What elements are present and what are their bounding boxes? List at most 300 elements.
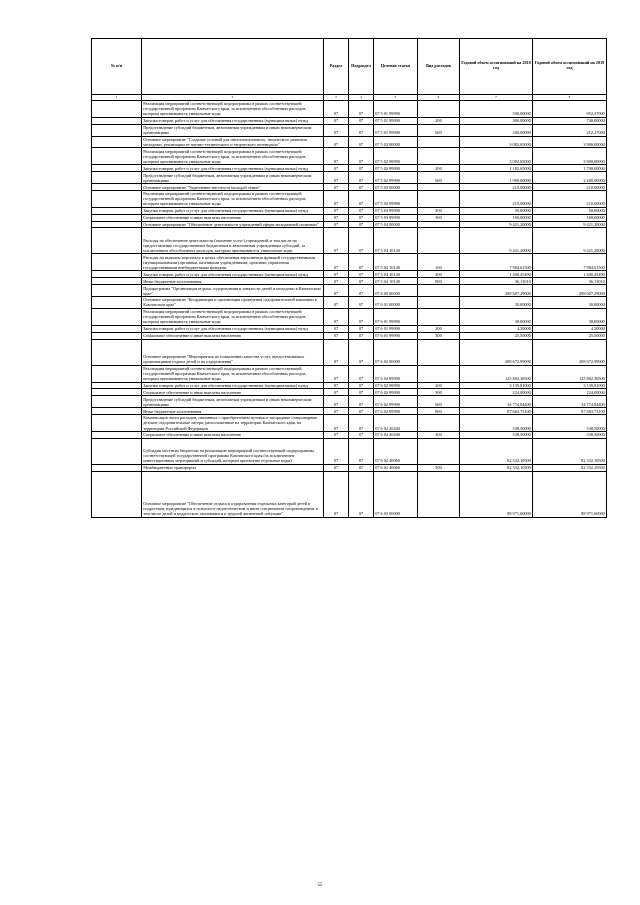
row-expense-type-cell (418, 136, 460, 148)
row-subsection-cell: 07 (349, 117, 374, 124)
row-section-cell: 07 (324, 396, 349, 408)
row-expense-type-cell (418, 184, 460, 191)
row-target-cell: 07 6 02 00000 (374, 339, 418, 365)
table-row (92, 117, 607, 124)
row-target-cell: 07 5 02 99990 (374, 172, 418, 184)
row-section-cell: 07 (324, 172, 349, 184)
row-number-cell (92, 308, 142, 325)
row-section-cell: 07 (324, 285, 349, 297)
table-row (92, 382, 607, 389)
row-2018-cell: 88 971,60000 (460, 471, 533, 517)
header-2018: Годовой объем ассигнований на 2018 год (460, 39, 533, 95)
row-name-cell: Компенсация части расходов, связанных с приобретением путевок в загородные стационарные детские оздоровительные лагеря, расположенные на территории Камчатского края, на территории Российской Федерации (142, 415, 324, 432)
row-target-cell: 07 6 02 40060 (374, 438, 418, 464)
row-2019-cell: 210,00000 (533, 190, 607, 207)
table-row (92, 408, 607, 415)
row-2019-cell: 3 139,81000 (533, 382, 607, 389)
table-row (92, 190, 607, 207)
row-2019-cell: 3 900,00000 (533, 148, 607, 165)
row-expense-type-cell (418, 190, 460, 207)
row-2019-cell: 224,00000 (533, 389, 607, 396)
row-2018-cell: 7 984,61500 (460, 254, 533, 271)
row-2019-cell: 208 672,99000 (533, 339, 607, 365)
table-row (92, 172, 607, 184)
row-expense-type-cell (418, 308, 460, 325)
table-row (92, 207, 607, 214)
row-2018-cell: 210,00000 (460, 190, 533, 207)
row-target-cell: 07 6 00 00000 (374, 285, 418, 297)
row-expense-type-cell: 200 (418, 165, 460, 172)
row-subsection-cell: 07 (349, 396, 374, 408)
row-number-cell (92, 214, 142, 221)
row-2019-cell: 740,00000 (533, 117, 607, 124)
row-2018-cell: 500,00000 (460, 100, 533, 117)
row-2019-cell: 1 700,00000 (533, 165, 607, 172)
row-name-cell: Предоставление субсидий бюджетным, автономным учреждениям и иным некоммерческим организациям (142, 172, 324, 184)
row-subsection-cell: 07 (349, 408, 374, 415)
budget-table (91, 38, 607, 518)
row-2018-cell: 3 082,65000 (460, 148, 533, 165)
row-2018-cell: 298 607,29000 (460, 285, 533, 297)
row-subsection-cell: 07 (349, 308, 374, 325)
row-subsection-cell: 07 (349, 172, 374, 184)
row-2019-cell: 2 200,00000 (533, 172, 607, 184)
row-section-cell: 07 (324, 124, 349, 136)
row-2018-cell: 9 421,20000 (460, 228, 533, 254)
row-number-cell (92, 297, 142, 309)
table-body (92, 94, 607, 517)
row-target-cell: 07 6 01 00000 (374, 297, 418, 309)
row-subsection-cell: 07 (349, 285, 374, 297)
table-row (92, 415, 607, 432)
row-2019-cell: 4,50000 (533, 325, 607, 332)
row-number-cell (92, 415, 142, 432)
row-target-cell: 07 6 02 99990 (374, 365, 418, 382)
row-subsection-cell: 07 (349, 136, 374, 148)
row-number-cell (92, 184, 142, 191)
table-row (92, 431, 607, 438)
row-2018-cell: 1 182,65000 (460, 165, 533, 172)
row-number-cell (92, 271, 142, 278)
row-2018-cell: 3 082,65000 (460, 136, 533, 148)
row-2018-cell: 160,00000 (460, 214, 533, 221)
row-subsection-cell: 07 (349, 190, 374, 207)
table-row (92, 297, 607, 309)
row-number-cell (92, 365, 142, 382)
row-name-cell: Закупка товаров, работ и услуг для обеспечения государственных (муниципальных) нужд (142, 271, 324, 278)
row-subsection-cell: 07 (349, 438, 374, 464)
row-target-cell: 07 5 04 10140 (374, 278, 418, 285)
table-row (92, 221, 607, 228)
row-2018-cell: 9 421,20000 (460, 221, 533, 228)
row-section-cell: 07 (324, 221, 349, 228)
row-number-cell (92, 190, 142, 207)
row-number-cell (92, 100, 142, 117)
row-target-cell: 07 5 03 99990 (374, 214, 418, 221)
column-number: 1 (92, 94, 142, 100)
header-subsection: Подраздел (349, 39, 374, 95)
row-name-cell: Расходы на обеспечение деятельности (оказание услуг) учреждений, в том числе на предоставление государственным бюджетным и автономным учреждениям субсидий, за исключением обособленных расходов, которым присваиваются уникальные коды (142, 228, 324, 254)
row-section-cell: 07 (324, 325, 349, 332)
row-target-cell: 07 6 02 99990 (374, 396, 418, 408)
row-name-cell: Межбюджетные трансферты (142, 464, 324, 471)
row-expense-type-cell (418, 415, 460, 432)
table-row (92, 339, 607, 365)
row-2018-cell: 538,50000 (460, 415, 533, 432)
table-row (92, 271, 607, 278)
row-subsection-cell: 07 (349, 207, 374, 214)
row-section-cell: 07 (324, 165, 349, 172)
row-number-cell (92, 332, 142, 339)
row-2018-cell: 34 774,84400 (460, 396, 533, 408)
row-2019-cell: 25,50000 (533, 332, 607, 339)
row-name-cell: Основное мероприятие "Укрепление института молодой семьи" (142, 184, 324, 191)
column-number: 8 (533, 94, 607, 100)
row-number-cell (92, 278, 142, 285)
row-2019-cell: 538,50000 (533, 415, 607, 432)
row-2019-cell: 125 802,38500 (533, 365, 607, 382)
row-subsection-cell: 07 (349, 124, 374, 136)
row-2019-cell: 298 607,29000 (533, 285, 607, 297)
row-section-cell: 07 (324, 136, 349, 148)
row-number-cell (92, 382, 142, 389)
row-name-cell: Реализация мероприятий соответствующей подпрограммы в рамках соответствующей государственной программы Камчатского края, за исключением обособленных расходов, которым присваиваются уникальные коды (142, 100, 324, 117)
table-row (92, 471, 607, 517)
row-expense-type-cell: 500 (418, 464, 460, 471)
row-section-cell: 07 (324, 278, 349, 285)
row-section-cell: 07 (324, 207, 349, 214)
column-number: 6 (418, 94, 460, 100)
row-number-cell (92, 136, 142, 148)
row-expense-type-cell (418, 297, 460, 309)
row-2019-cell: 50,00000 (533, 207, 607, 214)
row-expense-type-cell: 200 (418, 325, 460, 332)
table-row (92, 396, 607, 408)
row-name-cell: Закупка товаров, работ и услуг для обеспечения государственных (муниципальных) нужд (142, 117, 324, 124)
row-subsection-cell: 07 (349, 325, 374, 332)
row-2019-cell: 82 332,10500 (533, 438, 607, 464)
row-2018-cell: 538,50000 (460, 431, 533, 438)
row-number-cell (92, 117, 142, 124)
row-subsection-cell: 07 (349, 464, 374, 471)
row-expense-type-cell: 600 (418, 172, 460, 184)
row-section-cell: 07 (324, 184, 349, 191)
row-expense-type-cell: 600 (418, 396, 460, 408)
row-name-cell: Социальное обеспечение и иные выплаты населению (142, 431, 324, 438)
row-number-cell (92, 339, 142, 365)
row-target-cell: 07 6 02 99990 (374, 389, 418, 396)
row-expense-type-cell (418, 221, 460, 228)
row-expense-type-cell (418, 438, 460, 464)
row-expense-type-cell (418, 148, 460, 165)
row-subsection-cell: 07 (349, 365, 374, 382)
row-target-cell: 07 6 01 99990 (374, 332, 418, 339)
row-subsection-cell: 07 (349, 254, 374, 271)
row-number-cell (92, 464, 142, 471)
row-expense-type-cell (418, 285, 460, 297)
row-section-cell: 07 (324, 228, 349, 254)
table-row (92, 464, 607, 471)
row-subsection-cell: 07 (349, 221, 374, 228)
row-target-cell: 07 5 01 99990 (374, 117, 418, 124)
row-number-cell (92, 438, 142, 464)
row-number-cell (92, 325, 142, 332)
row-expense-type-cell (418, 471, 460, 517)
table-row (92, 136, 607, 148)
row-number-cell (92, 221, 142, 228)
row-target-cell: 07 6 03 00000 (374, 471, 418, 517)
row-subsection-cell: 07 (349, 100, 374, 117)
row-section-cell: 07 (324, 271, 349, 278)
row-expense-type-cell: 200 (418, 382, 460, 389)
row-section-cell: 07 (324, 408, 349, 415)
row-target-cell: 07 5 04 00000 (374, 221, 418, 228)
row-name-cell: Закупка товаров, работ и услуг для обеспечения государственных (муниципальных) нужд (142, 382, 324, 389)
row-2018-cell: 125 802,38500 (460, 365, 533, 382)
row-2018-cell: 30,00000 (460, 297, 533, 309)
row-section-cell: 07 (324, 214, 349, 221)
table-row (92, 278, 607, 285)
row-2018-cell: 25,50000 (460, 332, 533, 339)
row-2019-cell: 88 971,60000 (533, 471, 607, 517)
row-number-cell (92, 165, 142, 172)
row-expense-type-cell: 200 (418, 207, 460, 214)
row-2018-cell: 1 400,45490 (460, 271, 533, 278)
row-name-cell: Закупка товаров, работ и услуг для обеспечения государственных (муниципальных) нужд (142, 207, 324, 214)
table-row (92, 332, 607, 339)
row-target-cell: 07 6 02 20440 (374, 415, 418, 432)
row-2019-cell: 7 984,61500 (533, 254, 607, 271)
row-2019-cell: 34 774,84400 (533, 396, 607, 408)
row-2018-cell: 210,00000 (460, 184, 533, 191)
row-2018-cell: 300,00000 (460, 117, 533, 124)
table-row (92, 214, 607, 221)
table-row (92, 438, 607, 464)
row-subsection-cell: 07 (349, 415, 374, 432)
row-target-cell: 07 5 04 10140 (374, 271, 418, 278)
row-section-cell: 07 (324, 297, 349, 309)
row-target-cell: 07 6 02 40060 (374, 464, 418, 471)
row-2019-cell: 9 421,20000 (533, 228, 607, 254)
row-target-cell: 07 6 02 99990 (374, 408, 418, 415)
row-2018-cell: 36,13010 (460, 278, 533, 285)
row-2019-cell: 30,00000 (533, 297, 607, 309)
row-target-cell: 07 5 04 10140 (374, 228, 418, 254)
row-subsection-cell: 07 (349, 165, 374, 172)
row-2019-cell: 30,00000 (533, 308, 607, 325)
row-name-cell: Социальное обеспечение и иные выплаты населению (142, 332, 324, 339)
row-expense-type-cell: 300 (418, 332, 460, 339)
row-2019-cell: 36,13010 (533, 278, 607, 285)
row-number-cell (92, 408, 142, 415)
row-name-cell: Иные бюджетные ассигнования (142, 408, 324, 415)
row-subsection-cell: 07 (349, 382, 374, 389)
row-subsection-cell: 07 (349, 339, 374, 365)
row-name-cell: Основное мероприятие "Обеспечение деятельности учреждений сферы молодежной политики" (142, 221, 324, 228)
row-number-cell (92, 431, 142, 438)
row-subsection-cell: 07 (349, 148, 374, 165)
table-row (92, 184, 607, 191)
row-subsection-cell: 07 (349, 278, 374, 285)
row-expense-type-cell: 600 (418, 124, 460, 136)
row-name-cell: Реализация мероприятий соответствующей подпрограммы в рамках соответствующей государственной программы Камчатского края, за исключением обособленных расходов, которым присваиваются уникальные коды (142, 190, 324, 207)
row-name-cell: Подпрограмма "Организация отдыха, оздоровления и занятости детей и молодежи в Камчатском крае" (142, 285, 324, 297)
row-number-cell (92, 471, 142, 517)
row-target-cell: 07 6 01 99990 (374, 308, 418, 325)
row-expense-type-cell (418, 365, 460, 382)
row-2019-cell: 210,00000 (533, 184, 607, 191)
row-2019-cell: 1 400,45490 (533, 271, 607, 278)
column-number: 4 (349, 94, 374, 100)
row-2019-cell: 82 332,10500 (533, 464, 607, 471)
row-section-cell: 07 (324, 389, 349, 396)
row-name-cell: Расходы на выплаты персоналу в целях обеспечения выполнения функций государственными (муниципальными) органами, казенными учреждениями, органами управления государственными внебюджетными фондами (142, 254, 324, 271)
row-2018-cell: 200,00000 (460, 124, 533, 136)
row-2019-cell: 538,50000 (533, 431, 607, 438)
table-row (92, 365, 607, 382)
row-2018-cell: 208 672,99000 (460, 339, 533, 365)
row-number-cell (92, 285, 142, 297)
row-section-cell: 07 (324, 438, 349, 464)
row-2019-cell: 212,27000 (533, 124, 607, 136)
column-number: 7 (460, 94, 533, 100)
column-number: 2 (142, 94, 324, 100)
row-section-cell: 07 (324, 431, 349, 438)
row-2018-cell: 30,00000 (460, 308, 533, 325)
row-section-cell: 07 (324, 148, 349, 165)
row-name-cell: Иные бюджетные ассигнования (142, 278, 324, 285)
row-2019-cell: 952,27000 (533, 100, 607, 117)
row-section-cell: 07 (324, 332, 349, 339)
row-2018-cell: 82 332,10500 (460, 464, 533, 471)
row-subsection-cell: 07 (349, 214, 374, 221)
header-name (142, 39, 324, 95)
page-number: 55 (317, 883, 323, 888)
row-2019-cell: 9 421,20000 (533, 221, 607, 228)
row-number-cell (92, 254, 142, 271)
row-name-cell: Реализация мероприятий соответствующей подпрограммы в рамках соответствующей государственной программы Камчатского края, за исключением обособленных расходов, которым присваиваются уникальные коды (142, 308, 324, 325)
row-expense-type-cell: 200 (418, 117, 460, 124)
table-row (92, 308, 607, 325)
row-section-cell: 07 (324, 117, 349, 124)
row-target-cell: 07 5 03 99990 (374, 190, 418, 207)
row-expense-type-cell (418, 228, 460, 254)
row-section-cell: 07 (324, 471, 349, 517)
row-number-cell (92, 389, 142, 396)
row-2019-cell: 87 663,73100 (533, 408, 607, 415)
row-2018-cell: 4,50000 (460, 325, 533, 332)
row-expense-type-cell: 300 (418, 214, 460, 221)
row-expense-type-cell (418, 100, 460, 117)
row-expense-type-cell (418, 339, 460, 365)
row-name-cell: Предоставление субсидий бюджетным, автономным учреждениям и иным некоммерческим организациям (142, 396, 324, 408)
table-row (92, 325, 607, 332)
header-2019: Годовой объем ассигнований на 2019 год (533, 39, 607, 95)
row-name-cell: Основное мероприятие "Обеспечение отдыха и оздоровления отдельных категорий детей и подростков, нуждающихся в психолого-педагогическом и ином специальном сопровождении, в том числе детей и подростков, оказавшихся в трудной жизненной ситуации" (142, 471, 324, 517)
header-expense-type: Вид расходов (418, 39, 460, 95)
column-number: 5 (374, 94, 418, 100)
row-2018-cell: 3 139,81000 (460, 382, 533, 389)
row-name-cell: Социальное обеспечение и иные выплаты населению (142, 389, 324, 396)
row-section-cell: 07 (324, 365, 349, 382)
row-2018-cell: 82 332,10500 (460, 438, 533, 464)
row-name-cell: Социальное обеспечение и иные выплаты населению (142, 214, 324, 221)
row-number-cell (92, 124, 142, 136)
row-target-cell: 07 6 02 20440 (374, 431, 418, 438)
row-expense-type-cell: 800 (418, 408, 460, 415)
row-name-cell: Основное мероприятие "Создание условий для интеллектуального, творческого развития молодежи, реализации ее научно-технического и творческого потенциала" (142, 136, 324, 148)
column-number: 3 (324, 94, 349, 100)
row-section-cell: 07 (324, 190, 349, 207)
row-2018-cell: 87 663,73100 (460, 408, 533, 415)
row-target-cell: 07 6 01 99990 (374, 325, 418, 332)
row-section-cell: 07 (324, 339, 349, 365)
table-row (92, 228, 607, 254)
row-2019-cell: 160,00000 (533, 214, 607, 221)
table-row (92, 148, 607, 165)
row-section-cell: 07 (324, 100, 349, 117)
row-number-cell (92, 228, 142, 254)
row-subsection-cell: 07 (349, 389, 374, 396)
row-name-cell: Реализация мероприятий соответствующей подпрограммы в рамках соответствующей государственной программы Камчатского края, за исключением обособленных расходов, которым присваиваются уникальные коды (142, 148, 324, 165)
table-header-row (92, 39, 607, 95)
row-section-cell: 07 (324, 415, 349, 432)
row-target-cell: 07 5 04 10140 (374, 254, 418, 271)
row-expense-type-cell: 800 (418, 278, 460, 285)
row-subsection-cell: 07 (349, 271, 374, 278)
header-num: № п/п (92, 39, 142, 95)
row-target-cell: 07 5 02 99990 (374, 165, 418, 172)
row-number-cell (92, 207, 142, 214)
row-name-cell: Субсидии местным бюджетам на реализацию мероприятий соответствующей подпрограммы соответствующей государственной программы Камчатского края (за исключением инвестиционных мероприятий и субсидий, которым присвоены отдельные коды) (142, 438, 324, 464)
header-section: Раздел (324, 39, 349, 95)
row-section-cell: 07 (324, 464, 349, 471)
row-2018-cell: 1 900,00000 (460, 172, 533, 184)
row-subsection-cell: 07 (349, 297, 374, 309)
row-subsection-cell: 07 (349, 228, 374, 254)
table-row (92, 254, 607, 271)
row-target-cell: 07 5 02 00000 (374, 136, 418, 148)
row-name-cell: Основное мероприятие "Координация и организация проведения оздоровительной кампании в Камчатском крае" (142, 297, 324, 309)
row-expense-type-cell: 300 (418, 389, 460, 396)
row-number-cell (92, 396, 142, 408)
row-target-cell: 07 5 03 99990 (374, 207, 418, 214)
row-name-cell: Основное мероприятие "Мероприятия по повышению качества услуг, предоставляемых организациями отдыха детей и их оздоровления" (142, 339, 324, 365)
row-section-cell: 07 (324, 254, 349, 271)
row-expense-type-cell: 200 (418, 271, 460, 278)
row-target-cell: 07 5 01 99990 (374, 100, 418, 117)
row-subsection-cell: 07 (349, 431, 374, 438)
table-row (92, 389, 607, 396)
row-name-cell: Предоставление субсидий бюджетным, автономным учреждениям и иным некоммерческим организациям (142, 124, 324, 136)
row-name-cell: Закупка товаров, работ и услуг для обеспечения государственных (муниципальных) нужд (142, 165, 324, 172)
row-name-cell: Реализация мероприятий соответствующей подпрограммы в рамках соответствующей государственной программы Камчатского края, за исключением обособленных расходов, которым присваиваются уникальные коды (142, 365, 324, 382)
row-2018-cell: 224,00000 (460, 389, 533, 396)
row-expense-type-cell: 300 (418, 431, 460, 438)
row-target-cell: 07 5 01 99990 (374, 124, 418, 136)
row-2018-cell: 50,00000 (460, 207, 533, 214)
table-row (92, 100, 607, 117)
row-number-cell (92, 172, 142, 184)
row-target-cell: 07 5 02 99990 (374, 148, 418, 165)
row-name-cell: Закупка товаров, работ и услуг для обеспечения государственных (муниципальных) нужд (142, 325, 324, 332)
table-row (92, 165, 607, 172)
row-expense-type-cell: 100 (418, 254, 460, 271)
header-target: Целевая статья (374, 39, 418, 95)
row-section-cell: 07 (324, 308, 349, 325)
row-2019-cell: 3 900,00000 (533, 136, 607, 148)
row-subsection-cell: 07 (349, 471, 374, 517)
